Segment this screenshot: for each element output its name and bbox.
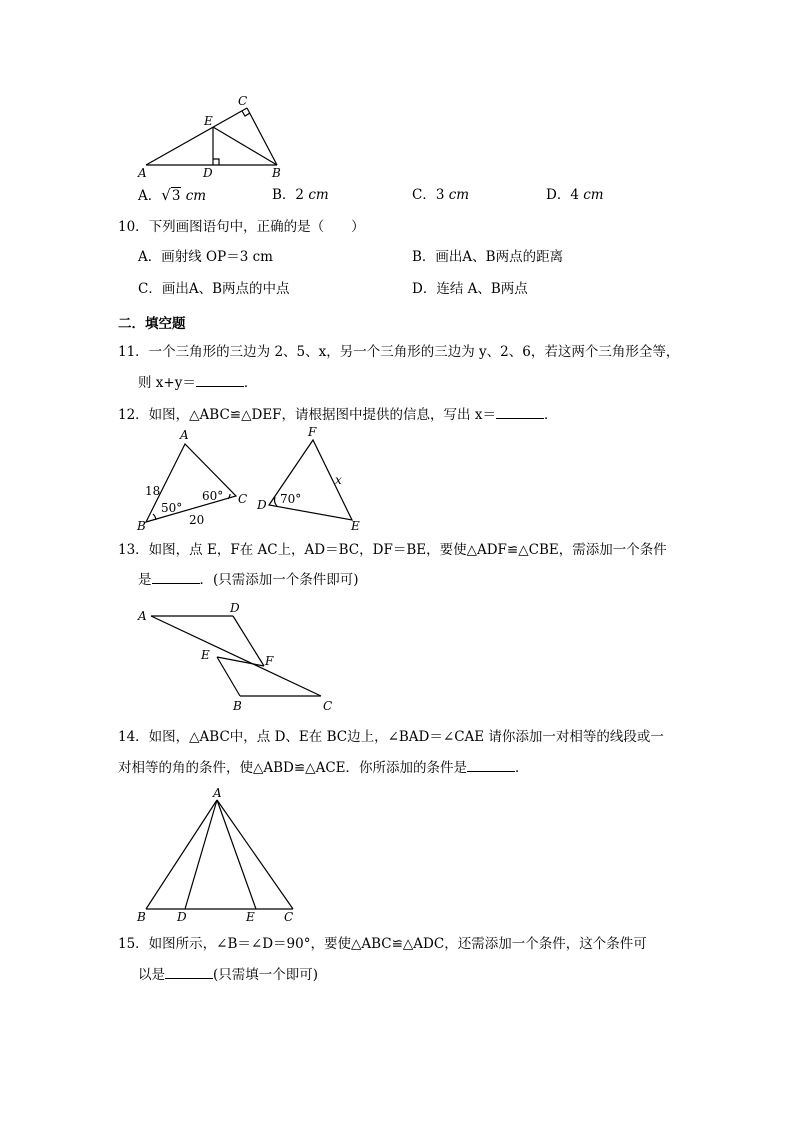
q15-answer-blank[interactable] — [165, 966, 213, 979]
q13-label-b: B — [233, 699, 242, 713]
q9-label-c: C — [238, 94, 248, 108]
q12-answer-blank[interactable] — [496, 406, 544, 419]
q13-label-d: D — [230, 601, 240, 615]
q14-label-a: A — [213, 786, 222, 800]
q14-label-b: B — [137, 910, 146, 924]
q13-label-e: E — [201, 648, 210, 662]
q10-option-d[interactable]: D．连结 A、B两点 — [412, 281, 528, 297]
q9-label-b: B — [272, 166, 281, 180]
q13-line1: 13．如图，点 E，F在 AC上，AD＝BC，DF＝BE，要使△ADF≌△CBE，需添加一个条件 — [118, 542, 667, 558]
q11-answer-blank[interactable] — [196, 374, 244, 387]
q13-label-c: C — [323, 699, 333, 713]
q10-option-a[interactable]: A．画射线 OP＝3 cm — [138, 249, 273, 265]
q14-label-e: E — [246, 910, 255, 924]
q12-label-d: D — [257, 498, 267, 512]
q13-answer-blank[interactable] — [152, 571, 200, 584]
q13-figure — [134, 600, 344, 715]
q13-line2: 是 ．(只需添加一个条件即可) — [138, 572, 359, 588]
q12-angle-d: 70° — [280, 492, 302, 506]
q12-label-b: B — [137, 519, 146, 533]
q9-option-b[interactable]: B．2 cm — [272, 187, 329, 203]
q12-label-x: x — [335, 473, 342, 487]
q13-label-f: F — [265, 654, 274, 668]
q9-label-d: D — [203, 166, 213, 180]
q14-line1: 14．如图，△ABC中，点 D、E在 BC边上，∠BAD＝∠CAE 请你添加一对相等的线段或一 — [118, 729, 664, 745]
q9-figure — [130, 92, 300, 182]
q12-angle-b: 50° — [161, 501, 183, 515]
q9-label-e: E — [204, 114, 213, 128]
q12-label-a: A — [180, 428, 189, 442]
q11-line1: 11．一个三角形的三边为 2、5、x，另一个三角形的三边为 y、2、6，若这两个三角形全等， — [118, 344, 680, 360]
q10-option-c[interactable]: C．画出A、B两点的中点 — [138, 281, 290, 297]
q9-label-a: A — [138, 166, 147, 180]
q9-option-a[interactable]: A．√3 cm — [138, 186, 207, 204]
q14-answer-blank[interactable] — [467, 759, 515, 772]
q9-option-c[interactable]: C．3 cm — [412, 187, 470, 203]
section-heading-fill-in: 二．填空题 — [118, 316, 186, 332]
sqrt-symbol: √ — [161, 186, 171, 204]
q12-label-f: F — [308, 425, 317, 439]
q14-line2: 对相等的角的条件，使△ABD≌△ACE．你所添加的条件是 ． — [118, 760, 529, 776]
q11-line2: 则 x+y＝ ． — [138, 375, 258, 391]
q14-figure — [133, 786, 308, 926]
q12-side-bc: 20 — [189, 513, 205, 527]
q10-stem: 10．下列画图语句中，正确的是（ ） — [118, 219, 365, 235]
q9-option-d[interactable]: D．4 cm — [546, 187, 604, 203]
q12-label-e: E — [351, 519, 360, 533]
q10-option-b[interactable]: B．画出A、B两点的距离 — [412, 249, 564, 265]
q12-figure — [135, 426, 375, 534]
q15-line2: 以是 (只需填一个即可) — [138, 967, 319, 983]
q15-line1: 15．如图所示，∠B＝∠D＝90°，要使△ABC≌△ADC，还需添加一个条件，这个条件可 — [118, 936, 647, 952]
q12-angle-c: 60° — [202, 489, 224, 503]
q12-side-ab: 18 — [145, 484, 161, 498]
q14-label-c: C — [284, 910, 294, 924]
q12-label-c: C — [238, 492, 248, 506]
q13-label-a: A — [138, 609, 147, 623]
q12-line: 12．如图，△ABC≌△DEF，请根据图中提供的信息，写出 x＝ ． — [118, 407, 558, 423]
q14-label-d: D — [177, 910, 187, 924]
